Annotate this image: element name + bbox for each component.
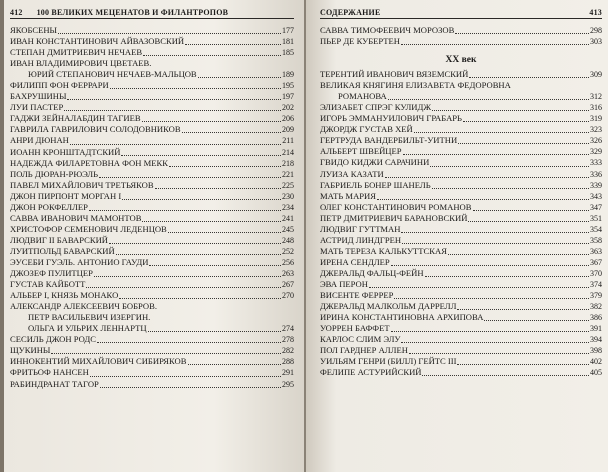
- toc-entry: [10, 290, 294, 301]
- toc-entry: [10, 334, 294, 345]
- toc-entry-name: АСТРИД ЛИНДГРЕН: [320, 234, 402, 245]
- toc-entry: [320, 202, 602, 213]
- toc-entry-name: ЯКОБСЕНЫ: [10, 25, 58, 35]
- toc-entry: [10, 257, 294, 268]
- toc-entry: [320, 25, 602, 36]
- toc-leader-dots: [457, 309, 589, 310]
- toc-entry-page: 312: [590, 92, 602, 102]
- toc-entry-name: СЕСИЛЬ ДЖОН РОДС: [10, 334, 96, 345]
- left-page: [4, 0, 304, 472]
- toc-entry-page: 363: [590, 246, 602, 256]
- toc-entry-name: ЩУКИНЫ: [10, 345, 51, 356]
- toc-entry: [320, 334, 602, 345]
- toc-entry-name: АЛЕКСАНДР АЛЕКСЕЕВИЧ БОБРОВ.: [10, 301, 157, 312]
- toc-entry: [320, 36, 602, 47]
- toc-entry: [10, 367, 294, 378]
- toc-leader-dots: [198, 77, 281, 78]
- toc-entry: [10, 213, 294, 224]
- toc-entry-page: 177: [282, 26, 294, 35]
- toc-leader-dots: [86, 287, 281, 288]
- toc-entry: [10, 224, 294, 235]
- toc-leader-dots: [148, 331, 281, 332]
- toc-entry: [10, 268, 294, 279]
- right-running-title: СОДЕРЖАНИЕ: [320, 8, 381, 17]
- toc-entry: [320, 157, 602, 168]
- toc-entry-page: 195: [282, 81, 294, 91]
- toc-entry-name: ПОЛЬ ДЮРАН-РЮЭЛЬ: [10, 168, 99, 179]
- toc-entry: [10, 202, 294, 213]
- toc-entry: [10, 80, 294, 91]
- toc-entry: [320, 102, 602, 113]
- toc-leader-dots: [403, 154, 589, 155]
- toc-entry-page: 370: [590, 268, 602, 278]
- toc-entry: [320, 224, 602, 235]
- toc-entry-name: БАХРУШИНЫ: [10, 91, 67, 102]
- toc-leader-dots: [391, 265, 589, 266]
- toc-entry-page: 319: [590, 114, 602, 124]
- toc-leader-dots: [473, 210, 590, 211]
- toc-entry-name: ГУСТАВ КАЙБОТТ: [10, 279, 86, 290]
- toc-entry: [320, 91, 602, 102]
- toc-entry-page: 405: [590, 368, 602, 378]
- toc-entry-page: 221: [282, 169, 294, 179]
- toc-entry: [10, 113, 294, 124]
- toc-leader-dots: [67, 99, 281, 100]
- toc-leader-dots: [448, 254, 589, 255]
- toc-entry-name: ПОЛ ГАРДНЕР АЛЛЕН: [320, 345, 408, 356]
- toc-entry-name: ИРЕНА СЕНДЛЕР: [320, 256, 390, 267]
- toc-entry-page: 333: [590, 158, 602, 168]
- toc-entry-page: 282: [282, 346, 294, 356]
- toc-entry-page: 185: [282, 48, 294, 58]
- toc-entry-page: 206: [282, 114, 294, 124]
- toc-entry-page: 298: [590, 26, 602, 35]
- toc-entry-name: ХРИСТОФОР СЕМЕНОВИЧ ЛЕДЕНЦОВ: [10, 223, 167, 234]
- toc-entry-name: ГЕРТРУДА ВАНДЕРБИЛЬТ-УИТНИ: [320, 135, 458, 146]
- toc-entry: [10, 25, 294, 36]
- toc-entry: [320, 80, 602, 91]
- toc-entry: [320, 135, 602, 146]
- toc-entry-page: 241: [282, 213, 294, 223]
- toc-leader-dots: [142, 121, 281, 122]
- toc-leader-dots: [422, 375, 589, 376]
- toc-entry: [320, 356, 602, 367]
- toc-entry: [10, 191, 294, 202]
- toc-entry-page: 230: [282, 191, 294, 201]
- toc-entry: [320, 367, 602, 378]
- toc-leader-dots: [402, 243, 589, 244]
- toc-entry-page: 303: [590, 37, 602, 47]
- toc-leader-dots: [458, 143, 589, 144]
- toc-leader-dots: [110, 88, 281, 89]
- toc-leader-dots: [463, 121, 589, 122]
- toc-entry-name: ДЖОРДЖ ГУСТАВ ХЕЙ: [320, 124, 413, 135]
- toc-entry: [10, 158, 294, 169]
- toc-entry-page: 274: [282, 324, 294, 334]
- toc-leader-dots: [143, 55, 281, 56]
- toc-entry-name: ИОАНН КРОНШТАДТСКИЙ: [10, 146, 121, 157]
- toc-entry: [10, 345, 294, 356]
- toc-entry-name: ТЕРЕНТИЙ ИВАНОВИЧ ВЯЗЕМСКИЙ: [320, 69, 469, 80]
- toc-leader-dots: [484, 320, 589, 321]
- toc-entry-page: 218: [282, 158, 294, 168]
- toc-entry-page: 234: [282, 202, 294, 212]
- toc-leader-dots: [409, 353, 589, 354]
- right-toc-list: [320, 69, 602, 378]
- toc-entry: [10, 301, 294, 312]
- toc-entry-name: ЛУИТПОЛЬД БАВАРСКИЙ: [10, 245, 115, 256]
- toc-entry-name: ГВИДО КИДЖИ САРАЧИНИ: [320, 157, 430, 168]
- toc-entry: [320, 246, 602, 257]
- toc-leader-dots: [149, 265, 281, 266]
- toc-leader-dots: [401, 342, 589, 343]
- toc-entry-name: ДЖОН ПИРПОНТ МОРГАН I: [10, 190, 122, 201]
- toc-entry-page: 225: [282, 180, 294, 190]
- toc-entry: [320, 345, 602, 356]
- toc-entry: [320, 301, 602, 312]
- toc-leader-dots: [430, 166, 589, 167]
- toc-entry-name: АНРИ ДЮНАН: [10, 135, 69, 146]
- toc-entry-name: ОЛЬГА И УЛЬРИХ ЛЕННАРТЦ: [28, 323, 147, 334]
- toc-entry-name: АЛЬБЕРТ ШВЕЙЦЕР: [320, 146, 402, 157]
- toc-entry-name: ЛУИ ПАСТЕР: [10, 102, 64, 113]
- toc-entry: [10, 246, 294, 257]
- toc-entry-name: СТЕПАН ДМИТРИЕВИЧ НЕЧАЕВ: [10, 47, 143, 58]
- right-running-head: [320, 8, 602, 19]
- toc-entry-page: 295: [282, 379, 294, 389]
- toc-entry-name: ПЕТР ВАСИЛЬЕВИЧ ИЗЕРГИН.: [28, 312, 151, 323]
- toc-entry: [10, 180, 294, 191]
- toc-entry: [10, 91, 294, 102]
- toc-leader-dots: [109, 243, 281, 244]
- toc-leader-dots: [391, 331, 589, 332]
- toc-leader-dots: [51, 353, 281, 354]
- toc-entry: [10, 58, 294, 69]
- toc-entry-name: ФЕЛИПЕ АСТУРИЙСКИЙ: [320, 367, 422, 378]
- toc-entry-page: 329: [590, 147, 602, 157]
- toc-entry-name: ФИЛИПП ФОН ФЕРРАРИ: [10, 80, 109, 91]
- toc-leader-dots: [142, 221, 281, 222]
- toc-entry: [320, 323, 602, 334]
- toc-entry-page: 189: [282, 70, 294, 80]
- toc-entry-name: ПЕТР ДМИТРИЕВИЧ БАРАНОВСКИЙ: [320, 212, 468, 223]
- toc-entry-name: НАДЕЖДА ФИЛАРЕТОВНА ФОН МЕКК: [10, 157, 168, 168]
- toc-leader-dots: [64, 110, 281, 111]
- toc-entry-page: 248: [282, 235, 294, 245]
- toc-entry-name: ЮРИЙ СТЕПАНОВИЧ НЕЧАЕВ-МАЛЬЦОВ: [28, 69, 197, 80]
- toc-entry-name: УИЛЬЯМ ГЕНРИ (БИЛЛ) ГЕЙТС III: [320, 356, 457, 367]
- toc-leader-dots: [97, 342, 281, 343]
- toc-entry-name: ДЖЕРАЛЬД ФАЛЬЦ-ФЕЙН: [320, 267, 424, 278]
- toc-entry-page: 367: [590, 257, 602, 267]
- toc-entry-name: ЛУИЗА КАЗАТИ: [320, 168, 384, 179]
- toc-entry-name: ЛЮДВИГ II БАВАРСКИЙ: [10, 234, 108, 245]
- toc-entry-name: ГАДЖИ ЗЕЙНАЛАБДИН ТАГИЕВ: [10, 113, 141, 124]
- toc-entry: [320, 113, 602, 124]
- toc-entry-name: ВИСЕНТЕ ФЕРРЕР: [320, 290, 394, 301]
- toc-entry: [10, 124, 294, 135]
- left-running-title: 100 ВЕЛИКИХ МЕЦЕНАТОВ И ФИЛАНТРОПОВ: [36, 8, 229, 17]
- toc-entry-name: САВВА ИВАНОВИЧ МАМОНТОВ: [10, 212, 142, 223]
- section-title-xx-century: XX век: [445, 55, 477, 66]
- toc-entry: [10, 235, 294, 246]
- toc-entry: [10, 356, 294, 367]
- toc-entry: [10, 323, 294, 334]
- toc-entry-name: АЛЬБЕР I, КНЯЗЬ МОНАКО: [10, 290, 119, 301]
- toc-entry: [320, 146, 602, 157]
- toc-leader-dots: [168, 232, 281, 233]
- toc-leader-dots: [182, 132, 281, 133]
- toc-leader-dots: [100, 387, 281, 388]
- toc-leader-dots: [185, 44, 281, 45]
- toc-entry-page: 245: [282, 224, 294, 234]
- toc-entry-page: 181: [282, 37, 294, 47]
- left-toc-list: [10, 25, 294, 390]
- left-page-number: 412: [10, 8, 23, 17]
- toc-entry: [10, 147, 294, 158]
- toc-entry-name: ДЖОЗЕФ ПУЛИТЦЕР: [10, 268, 93, 279]
- toc-entry-name: ЛЮДВИГ ГУТТМАН: [320, 223, 401, 234]
- toc-entry-name: ГАБРИЕЛЬ БОНЕР ШАНЕЛЬ: [320, 179, 431, 190]
- toc-entry-page: 316: [590, 103, 602, 113]
- toc-entry-page: 394: [590, 335, 602, 345]
- left-running-head: [10, 8, 294, 19]
- toc-leader-dots: [394, 298, 589, 299]
- toc-entry-name: ДЖОН РОКФЕЛЛЕР: [10, 201, 88, 212]
- right-page-number: 413: [589, 8, 602, 17]
- toc-entry-page: 278: [282, 335, 294, 345]
- toc-entry: [320, 124, 602, 135]
- toc-leader-dots: [90, 376, 281, 377]
- toc-entry-name: ЭВА ПЕРОН: [320, 278, 368, 289]
- toc-entry-page: 256: [282, 257, 294, 267]
- toc-entry-name: ДЖЕРАЛЬД МАЛКОЛЬМ ДАРРЕЛЛ: [320, 301, 457, 312]
- toc-entry-page: 382: [590, 302, 602, 312]
- toc-entry-name: ИГОРЬ ЭММАНУИЛОВИЧ ГРАБАРЬ: [320, 113, 462, 124]
- toc-entry-name: ГАВРИЛА ГАВРИЛОВИЧ СОЛОДОВНИКОВ: [10, 124, 181, 135]
- toc-entry-page: 263: [282, 269, 294, 279]
- toc-entry: [10, 47, 294, 58]
- toc-leader-dots: [401, 44, 589, 45]
- toc-leader-dots: [70, 144, 281, 145]
- toc-entry-page: 202: [282, 103, 294, 113]
- toc-leader-dots: [468, 221, 589, 222]
- toc-entry-page: 211: [282, 136, 294, 146]
- toc-leader-dots: [414, 132, 589, 133]
- toc-entry-page: 374: [590, 279, 602, 289]
- toc-entry-name: ИВАН КОНСТАНТИНОВИЧ АЙВАЗОВСКИЙ: [10, 36, 185, 47]
- toc-entry-name: САВВА ТИМОФЕЕВИЧ МОРОЗОВ: [320, 25, 455, 35]
- toc-entry: [320, 279, 602, 290]
- toc-entry-page: 214: [282, 147, 294, 157]
- toc-entry: [10, 169, 294, 180]
- toc-leader-dots: [94, 276, 281, 277]
- toc-entry-page: 343: [590, 191, 602, 201]
- toc-entry-page: 398: [590, 346, 602, 356]
- toc-entry: [10, 69, 294, 80]
- toc-entry-name: ИВАН ВЛАДИМИРОВИЧ ЦВЕТАЕВ.: [10, 58, 152, 69]
- toc-entry-page: 339: [590, 180, 602, 190]
- toc-entry-name: ПЬЕР ДЕ КУБЕРТЕН: [320, 36, 400, 47]
- toc-leader-dots: [457, 364, 589, 365]
- toc-entry: [10, 135, 294, 146]
- toc-leader-dots: [377, 199, 589, 200]
- toc-entry-page: 309: [590, 70, 602, 80]
- toc-entry-page: 358: [590, 235, 602, 245]
- toc-entry: [10, 312, 294, 323]
- toc-entry: [320, 312, 602, 323]
- toc-entry: [320, 180, 602, 191]
- toc-entry-page: 323: [590, 125, 602, 135]
- toc-leader-dots: [188, 364, 282, 365]
- toc-leader-dots: [122, 199, 281, 200]
- toc-entry-name: ПАВЕЛ МИХАЙЛОВИЧ ТРЕТЬЯКОВ: [10, 179, 154, 190]
- toc-entry: [320, 169, 602, 180]
- toc-leader-dots: [58, 33, 281, 34]
- toc-entry-page: 270: [282, 291, 294, 301]
- toc-entry-page: 291: [282, 368, 294, 378]
- toc-leader-dots: [432, 188, 589, 189]
- toc-entry-page: 354: [590, 224, 602, 234]
- toc-entry-name: ЭУСЕБИ ГУЭЛЬ. АНТОНИО ГАУДИ: [10, 256, 149, 267]
- toc-leader-dots: [425, 276, 589, 277]
- toc-entry-page: 288: [282, 357, 294, 367]
- toc-entry-page: 209: [282, 125, 294, 135]
- toc-entry: [10, 36, 294, 47]
- toc-leader-dots: [401, 232, 589, 233]
- toc-leader-dots: [89, 210, 281, 211]
- toc-entry-page: 386: [590, 313, 602, 323]
- toc-leader-dots: [385, 177, 589, 178]
- toc-entry-name: УОРРЕН БАФФЕТ: [320, 323, 390, 334]
- toc-leader-dots: [155, 188, 281, 189]
- toc-entry-page: 267: [282, 280, 294, 290]
- toc-entry: [320, 69, 602, 80]
- toc-entry-name: РОМАНОВА: [338, 91, 387, 102]
- toc-entry-name: ИРИНА КОНСТАНТИНОВНА АРХИПОВА: [320, 312, 484, 323]
- toc-entry-page: 326: [590, 136, 602, 146]
- toc-entry-name: ВЕЛИКАЯ КНЯГИНЯ ЕЛИЗАВЕТА ФЕДОРОВНА: [320, 80, 511, 91]
- toc-entry-name: ЭЛИЗАБЕТ СПРЭГ КУЛИДЖ: [320, 102, 432, 113]
- toc-leader-dots: [469, 77, 589, 78]
- toc-entry-page: 197: [282, 92, 294, 102]
- toc-entry-name: РАБИНДРАНАТ ТАГОР: [10, 378, 99, 389]
- toc-entry: [320, 191, 602, 202]
- toc-leader-dots: [432, 110, 589, 111]
- toc-entry-name: МАТЬ МАРИЯ: [320, 190, 376, 201]
- toc-entry: [10, 279, 294, 290]
- toc-entry: [320, 235, 602, 246]
- toc-leader-dots: [119, 298, 281, 299]
- toc-leader-dots: [388, 99, 589, 100]
- toc-entry-name: ОЛЕГ КОНСТАНТИНОВИЧ РОМАНОВ: [320, 201, 472, 212]
- toc-entry: [10, 102, 294, 113]
- toc-entry: [320, 290, 602, 301]
- right-page: [306, 0, 608, 472]
- toc-entry-name: КАРЛОС СЛИМ ЭЛУ: [320, 334, 401, 345]
- toc-entry: [320, 257, 602, 268]
- toc-entry-page: 402: [590, 357, 602, 367]
- toc-entry-page: 351: [590, 213, 602, 223]
- toc-entry-page: 391: [590, 324, 602, 334]
- toc-entry-name: ФРИТЬОФ НАНСЕН: [10, 367, 89, 378]
- toc-leader-dots: [99, 177, 281, 178]
- toc-entry-page: 347: [590, 202, 602, 212]
- toc-entry: [10, 379, 294, 390]
- toc-leader-dots: [121, 155, 281, 156]
- toc-entry-page: 252: [282, 246, 294, 256]
- toc-entry-name: ИННОКЕНТИЙ МИХАЙЛОВИЧ СИБИРЯКОВ: [10, 356, 187, 367]
- toc-leader-dots: [169, 166, 281, 167]
- toc-entry: [320, 268, 602, 279]
- toc-entry-page: 336: [590, 169, 602, 179]
- toc-entry-page: 379: [590, 291, 602, 301]
- toc-leader-dots: [116, 254, 281, 255]
- toc-leader-dots: [369, 287, 589, 288]
- toc-entry-name: МАТЬ ТЕРЕЗА КАЛЬКУТТСКАЯ: [320, 245, 447, 256]
- toc-entry: [320, 213, 602, 224]
- toc-leader-dots: [455, 33, 589, 34]
- right-toc-list-top: [320, 25, 602, 47]
